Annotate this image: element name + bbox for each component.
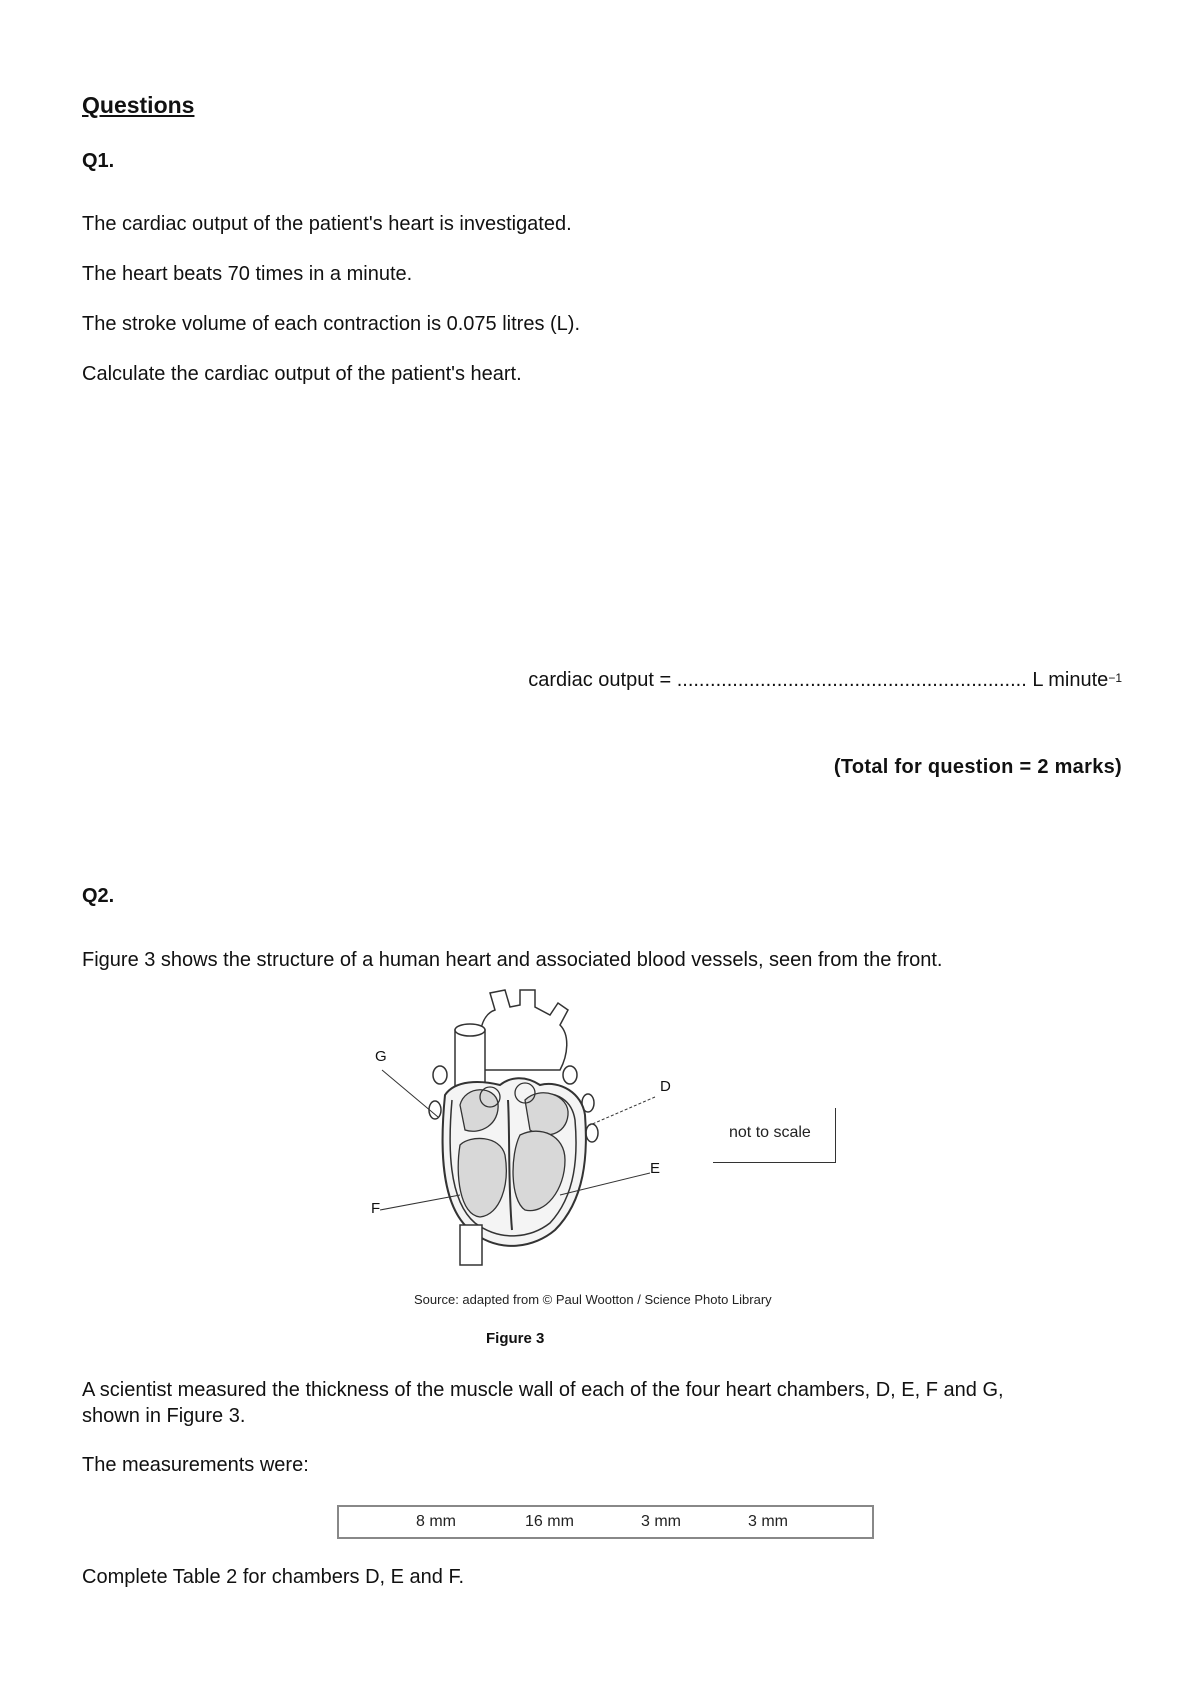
page-heading: Questions [82,92,195,118]
figure-caption: Figure 3 [486,1330,545,1347]
answer-unit: L minute [1026,669,1109,691]
q1-line-1: The cardiac output of the patient's heart is investigated. [82,213,572,235]
label-line-d [590,1097,655,1125]
question-1-label: Q1. [82,150,115,172]
answer-unit-exponent: −1 [1108,671,1122,685]
q1-total-marks: (Total for question = 2 marks) [833,756,1122,778]
not-to-scale-label: not to scale [729,1124,811,1141]
measurement-cell: 3 mm [641,1513,681,1530]
measurement-cell: 8 mm [416,1513,456,1530]
label-line-g [382,1070,438,1117]
answer-prefix: cardiac output = [528,669,677,691]
q2-para2: The measurements were: [82,1454,309,1476]
label-line-f [380,1195,460,1210]
q2-intro: Figure 3 shows the structure of a human heart and associated blood vessels, seen from the front. [82,949,943,971]
label-g: G [375,1048,387,1065]
q1-line-3: The stroke volume of each contraction is 0.075 litres (L). [82,313,581,335]
q2-para1-line2: shown in Figure 3. [82,1405,246,1427]
chamber-left-atrium [525,1093,568,1135]
cardiac-output-answer-line [528,668,1122,692]
label-f: F [371,1200,381,1217]
question-2-label: Q2. [82,885,115,907]
measurement-cell: 16 mm [525,1513,574,1530]
label-d: D [660,1078,671,1095]
measurements-table [337,1505,874,1539]
label-e: E [650,1160,661,1177]
figure-source: Source: adapted from © Paul Wootton / Science Photo Library [414,1292,772,1307]
q2-para1-line1: A scientist measured the thickness of the muscle wall of each of the four heart chambers, D, E, F and G, [82,1379,1004,1401]
answer-dotted-field[interactable]: ............................................................... [676,669,1027,691]
heart-diagram [360,985,660,1275]
q1-line-2: The heart beats 70 times in a minute. [82,263,413,285]
q2-para3: Complete Table 2 for chambers D, E and F. [82,1566,465,1588]
q1-line-4: Calculate the cardiac output of the patient's heart. [82,363,522,385]
measurement-cell: 3 mm [748,1513,788,1530]
aorta-shape [480,990,568,1070]
